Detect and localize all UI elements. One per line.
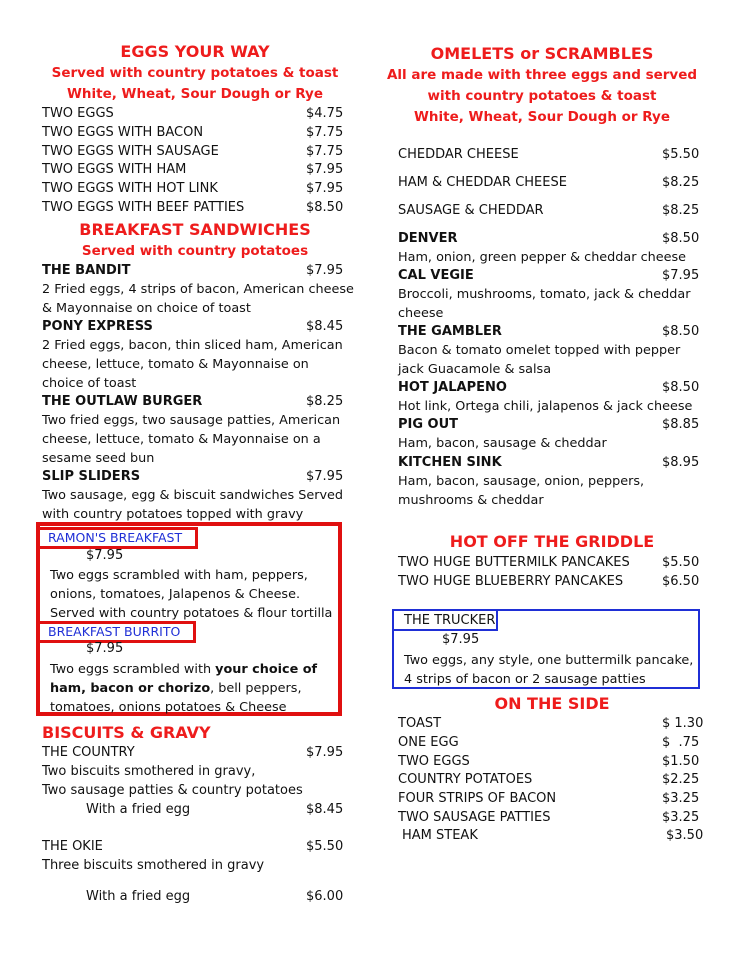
menu-item-price: $2.25 [662, 772, 700, 787]
menu-item-price: $7.95 [86, 548, 124, 563]
menu-item-name: HOT JALAPENO [398, 380, 507, 395]
menu-item-name: THE OKIE [42, 839, 103, 854]
eggs-title: EGGS YOUR WAY [120, 42, 270, 61]
menu-item-name: TOAST [398, 716, 442, 731]
menu-item-price: $7.75 [306, 125, 344, 140]
menu-item-name: THE GAMBLER [398, 324, 502, 339]
menu-item-option: With a fried egg [86, 802, 191, 817]
menu-item-description: 2 Fried eggs, 4 strips of bacon, American cheese & Mayonnaise on choice of toast [42, 282, 354, 316]
menu-item-price: $8.85 [662, 417, 700, 432]
griddle-title: HOT OFF THE GRIDDLE [449, 532, 655, 551]
menu-item-description: Two eggs, any style, one buttermilk pancake, 4 strips of bacon or 2 sausage patties [404, 653, 694, 687]
menu-item-price: $8.25 [662, 175, 700, 190]
menu-item-description: Two eggs scrambled with ham, peppers, onions, tomatoes, Jalapenos & Cheese. Served with country potatoes & flour tortilla [50, 568, 333, 621]
menu-item-name: TWO EGGS WITH HAM [42, 162, 187, 177]
menu-item-price: $8.25 [306, 394, 344, 409]
menu-item-name: RAMON'S BREAKFAST [48, 530, 183, 545]
menu-item-price: $7.95 [662, 268, 700, 283]
menu-item-price: $5.50 [306, 839, 344, 854]
menu-item-price: $8.50 [662, 324, 700, 339]
menu-item-name: TWO EGGS WITH BACON [42, 125, 204, 140]
menu-item-name: DENVER [398, 231, 458, 246]
omelets-subtitle-2: with country potatoes & toast [427, 88, 657, 104]
menu-item-description: Two eggs scrambled with your choice of ham, bacon or chorizo, bell peppers, tomatoes, onions potatoes & Cheese [50, 662, 318, 715]
menu-item-description: 2 Fried eggs, bacon, thin sliced ham, American cheese, lettuce, tomato & Mayonnaise on choice of toast [42, 338, 343, 391]
menu-item-price: $7.95 [306, 181, 344, 196]
menu-item-name: ONE EGG [398, 735, 459, 750]
menu-item-price: $7.75 [306, 144, 344, 159]
menu-item-description: Ham, bacon, sausage, onion, peppers, mushrooms & cheddar [398, 474, 645, 508]
menu-item-name: TWO EGGS WITH BEEF PATTIES [42, 200, 245, 215]
menu-item-price: $8.50 [306, 200, 344, 215]
menu-item-name: HAM STEAK [402, 828, 478, 843]
menu-item-description: Two biscuits smothered in gravy, [42, 764, 256, 779]
side-title: ON THE SIDE [494, 694, 610, 713]
menu-item-description: Two sausage, egg & biscuit sandwiches Served with country potatoes topped with gravy [42, 488, 344, 522]
menu-item-price: $7.95 [86, 641, 124, 656]
biscuits-title: BISCUITS & GRAVY [42, 723, 211, 742]
eggs-subtitle-1: Served with country potatoes & toast [51, 65, 339, 81]
menu-item-option: With a fried egg [86, 889, 191, 904]
menu-item-description: Ham, bacon, sausage & cheddar [398, 436, 607, 451]
menu-item-price: $8.45 [306, 802, 344, 817]
sandwiches-title: BREAKFAST SANDWICHES [79, 220, 311, 239]
menu-item-price: $3.25 [662, 810, 700, 825]
menu-item-name: COUNTRY POTATOES [398, 772, 533, 787]
omelets-subtitle-1: All are made with three eggs and served [386, 67, 698, 83]
menu-item-name: THE COUNTRY [42, 745, 135, 760]
menu-item-price: $7.95 [306, 469, 344, 484]
menu-item-name: PONY EXPRESS [42, 319, 153, 334]
menu-item-price: $3.50 [666, 828, 704, 843]
menu-item-price: $8.50 [662, 231, 700, 246]
menu-item-name: TWO HUGE BUTTERMILK PANCAKES [398, 555, 630, 570]
menu-item-description: Bacon & tomato omelet topped with pepper jack Guacamole & salsa [398, 343, 681, 377]
menu-item-description: Two sausage patties & country potatoes [42, 783, 303, 798]
menu-item-name: THE BANDIT [42, 263, 131, 278]
menu-item-name: TWO EGGS [398, 754, 470, 769]
menu-item-price: $ .75 [662, 735, 700, 750]
menu-item-price: $8.50 [662, 380, 700, 395]
menu-item-name: TWO EGGS WITH SAUSAGE [42, 144, 219, 159]
menu-item-name: TWO EGGS WITH HOT LINK [42, 181, 218, 196]
menu-item-description: Ham, onion, green pepper & cheddar cheese [398, 250, 687, 265]
menu-item-price: $ 1.30 [662, 716, 704, 731]
menu-item-description: Two fried eggs, two sausage patties, American cheese, lettuce, tomato & Mayonnaise on a sesame seed bun [42, 413, 341, 466]
menu-item-name: HAM & CHEDDAR CHEESE [398, 175, 567, 190]
menu-item-price: $5.50 [662, 147, 700, 162]
menu-item-name: CAL VEGIE [398, 268, 474, 283]
menu-item-price: $7.95 [306, 162, 344, 177]
menu-item-description: Broccoli, mushrooms, tomato, jack & cheddar cheese [398, 287, 691, 321]
eggs-subtitle-2: White, Wheat, Sour Dough or Rye [66, 86, 324, 102]
menu-item-name: SAUSAGE & CHEDDAR [398, 203, 544, 218]
menu-item-name: KITCHEN SINK [398, 455, 502, 470]
menu-item-price: $5.50 [662, 555, 700, 570]
menu-item-price: $6.50 [662, 574, 700, 589]
menu-item-name: PIG OUT [398, 417, 459, 432]
menu-item-name: BREAKFAST BURRITO [48, 624, 181, 639]
menu-item-price: $8.25 [662, 203, 700, 218]
menu-item-price: $3.25 [662, 791, 700, 806]
menu-item-price: $7.95 [306, 745, 344, 760]
omelets-title: OMELETS or SCRAMBLES [430, 44, 654, 63]
menu-item-description: Three biscuits smothered in gravy [42, 858, 265, 873]
menu-item-name: SLIP SLIDERS [42, 469, 141, 484]
sandwiches-subtitle: Served with country potatoes [81, 243, 309, 259]
menu-item-name: FOUR STRIPS OF BACON [398, 791, 557, 806]
menu-item-price: $7.95 [306, 263, 344, 278]
menu-item-price: $7.95 [442, 632, 480, 647]
menu-item-name: THE OUTLAW BURGER [42, 394, 203, 409]
menu-item-description: Hot link, Ortega chili, jalapenos & jack cheese [398, 399, 693, 414]
menu-item-name: CHEDDAR CHEESE [398, 147, 519, 162]
menu-item-price: $8.95 [662, 455, 700, 470]
menu-item-name: TWO EGGS [42, 106, 114, 121]
menu-item-name: TWO HUGE BLUEBERRY PANCAKES [398, 574, 624, 589]
omelets-subtitle-3: White, Wheat, Sour Dough or Rye [413, 109, 671, 125]
menu-item-name: THE TRUCKER [404, 613, 496, 628]
menu-item-price: $4.75 [306, 106, 344, 121]
menu-item-price: $8.45 [306, 319, 344, 334]
menu-item-price: $6.00 [306, 889, 344, 904]
menu-item-name: TWO SAUSAGE PATTIES [398, 810, 551, 825]
menu-item-price: $1.50 [662, 754, 700, 769]
